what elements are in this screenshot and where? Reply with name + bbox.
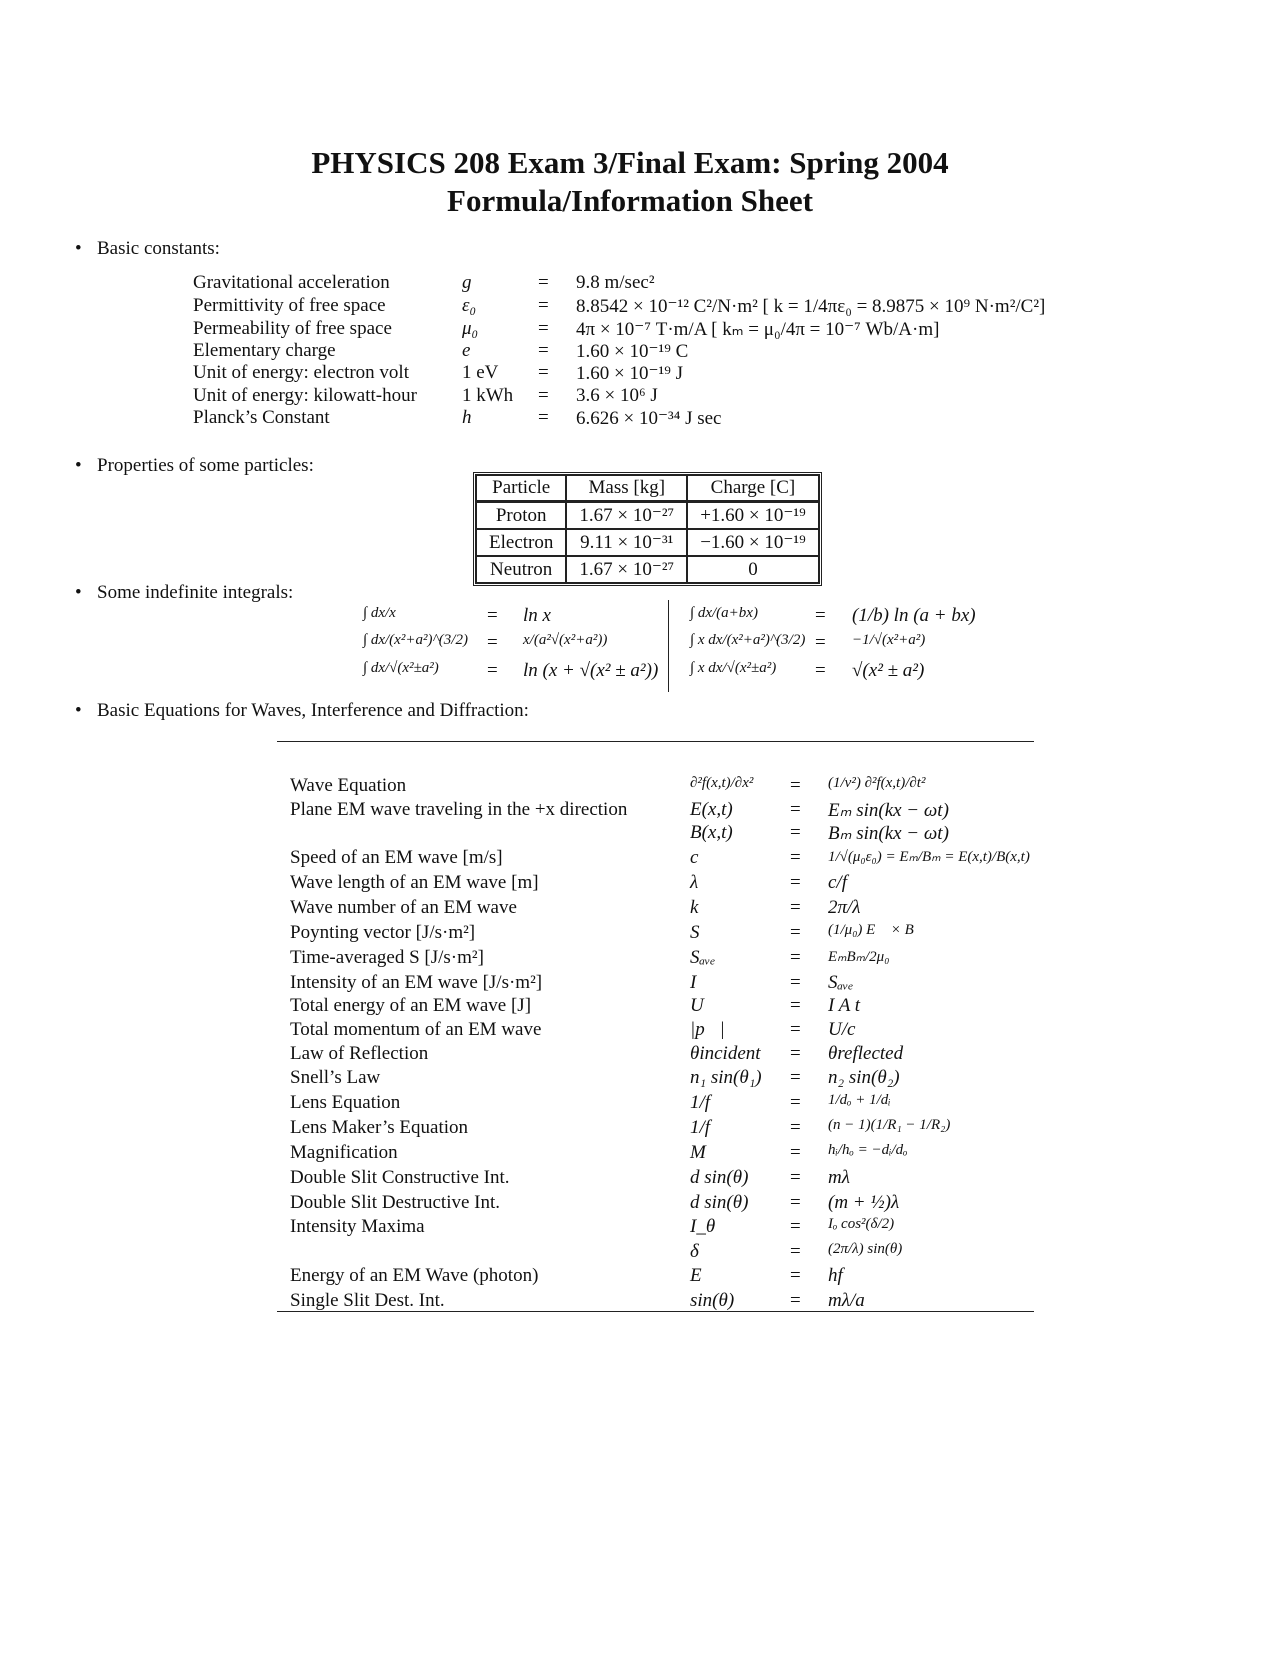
wave-equation-rhs: θreflected [828, 1043, 904, 1064]
equals-sign: = [790, 1192, 801, 1213]
wave-equation-name: Energy of an EM Wave (photon) [290, 1265, 539, 1286]
integral-rhs: ln (x + √(x² ± a²)) [523, 660, 659, 681]
wave-equation-name: Snell’s Law [290, 1067, 381, 1088]
section-particles: • Properties of some particles: [75, 455, 314, 476]
wave-equation-rhs: 1/dₒ + 1/dᵢ [828, 1092, 891, 1108]
equals-sign: = [790, 1067, 801, 1088]
table-cell: 1.67 × 10⁻²⁷ [566, 556, 687, 583]
wave-equation-lhs: E [690, 1265, 702, 1286]
constant-name: Unit of energy: electron volt [193, 362, 409, 383]
equals-sign: = [790, 775, 801, 796]
table-header: Mass [kg] [566, 475, 687, 502]
wave-equation-name: Total momentum of an EM wave [290, 1019, 542, 1040]
wave-equation-lhs: E(x,t) [690, 799, 733, 820]
wave-equation-lhs: Sₐᵥₑ [690, 947, 716, 968]
integral-rhs: (1/b) ln (a + bx) [852, 605, 976, 626]
equals-sign: = [538, 385, 549, 406]
waves-top-rule [277, 741, 1034, 742]
wave-equation-lhs: λ [690, 872, 699, 893]
wave-equation-rhs: c/f [828, 872, 847, 893]
constant-symbol: 1 eV [462, 362, 499, 383]
table-header-row [476, 475, 819, 502]
constant-symbol: 1 kWh [462, 385, 514, 406]
constant-name: Gravitational acceleration [193, 272, 390, 293]
wave-equation-lhs: U [690, 995, 704, 1016]
equals-sign: = [790, 1241, 801, 1262]
integral-lhs: ∫ dx/√(x²±a²) [363, 660, 439, 676]
table-header: Charge [C] [687, 475, 819, 502]
integral-lhs: ∫ dx/x [363, 605, 396, 621]
wave-equation-name: Plane EM wave traveling in the +x direction [290, 799, 628, 820]
constant-name: Unit of energy: kilowatt-hour [193, 385, 417, 406]
section-integrals-label: Some indefinite integrals: [97, 582, 294, 603]
wave-equation-rhs: Bₘ sin(kx − ωt) [828, 823, 949, 844]
table-header: Particle [476, 475, 566, 502]
section-particles-label: Properties of some particles: [97, 455, 314, 476]
integral-lhs: ∫ dx/(a+bx) [690, 605, 758, 621]
wave-equation-rhs: 1/√(μ₀ε₀) = Eₘ/Bₘ = E(x,t)/B(x,t) [828, 849, 1030, 865]
constant-symbol: ε₀ [462, 295, 477, 316]
equals-sign: = [790, 1043, 801, 1064]
wave-equation-lhs: k [690, 897, 699, 918]
section-constants: • Basic constants: [75, 238, 220, 259]
equals-sign: = [790, 1019, 801, 1040]
wave-equation-lhs: sin(θ) [690, 1290, 735, 1311]
equals-sign: = [790, 1142, 801, 1163]
wave-equation-lhs: 1/f [690, 1092, 711, 1113]
section-integrals: • Some indefinite integrals: [75, 582, 294, 603]
wave-equation-lhs: S⃗ [690, 922, 715, 943]
wave-equation-rhs: (n − 1)(1/R₁ − 1/R₂) [828, 1117, 951, 1133]
equals-sign: = [815, 632, 826, 653]
wave-equation-rhs: (1/v²) ∂²f(x,t)/∂t² [828, 775, 926, 791]
wave-equation-lhs: I [690, 972, 697, 993]
wave-equation-name: Lens Maker’s Equation [290, 1117, 468, 1138]
wave-equation-lhs: 1/f [690, 1117, 711, 1138]
table-cell: Electron [476, 529, 566, 556]
constant-value: 9.8 m/sec² [576, 272, 655, 293]
wave-equation-rhs: EₘBₘ/2μ₀ [828, 949, 890, 965]
wave-equation-name: Intensity Maxima [290, 1216, 425, 1237]
wave-equation-name: Wave length of an EM wave [m] [290, 872, 539, 893]
equals-sign: = [790, 822, 801, 843]
wave-equation-name: Wave number of an EM wave [290, 897, 517, 918]
equals-sign: = [790, 847, 801, 868]
page-title: PHYSICS 208 Exam 3/Final Exam: Spring 2004 [311, 145, 949, 180]
equals-sign: = [790, 922, 801, 943]
wave-equation-name: Total energy of an EM wave [J] [290, 995, 532, 1016]
wave-equation-lhs: M [690, 1142, 706, 1163]
wave-equation-rhs: (2π/λ) sin(θ) [828, 1241, 903, 1257]
constant-symbol: g [462, 272, 472, 293]
table-cell: 0 [687, 556, 819, 583]
section-constants-label: Basic constants: [97, 238, 220, 259]
wave-equation-name: Magnification [290, 1142, 398, 1163]
wave-equation-lhs: d sin(θ) [690, 1167, 749, 1188]
constant-value: 4π × 10⁻⁷ T·m/A [ kₘ = μ₀/4π = 10⁻⁷ Wb/A·m] [576, 319, 940, 340]
equals-sign: = [538, 362, 549, 383]
equals-sign: = [790, 799, 801, 820]
integral-rhs: −1/√(x²+a²) [852, 632, 926, 648]
wave-equation-name: Speed of an EM wave [m/s] [290, 847, 503, 868]
integral-rhs: x/(a²√(x²+a²)) [523, 632, 608, 648]
wave-equation-rhs: I A t [828, 995, 861, 1016]
wave-equation-name: Double Slit Constructive Int. [290, 1167, 510, 1188]
integral-rhs: √(x² ± a²) [852, 660, 925, 681]
wave-equation-lhs: B(x,t) [690, 822, 733, 843]
wave-equation-rhs: (m + ½)λ [828, 1192, 900, 1213]
wave-equation-rhs: (1/μ₀) E⃗ × B⃗ [828, 922, 926, 938]
wave-equation-name: Wave Equation [290, 775, 407, 796]
waves-bottom-rule [277, 1311, 1034, 1312]
equals-sign: = [790, 872, 801, 893]
wave-equation-lhs: θincident [690, 1043, 761, 1064]
wave-equation-rhs: Eₘ sin(kx − ωt) [828, 800, 949, 821]
integrals-divider [668, 600, 669, 692]
constant-name: Planck’s Constant [193, 407, 330, 428]
table-cell: −1.60 × 10⁻¹⁹ [687, 529, 819, 556]
wave-equation-name: Single Slit Dest. Int. [290, 1290, 445, 1311]
equals-sign: = [538, 407, 549, 428]
table-cell: +1.60 × 10⁻¹⁹ [687, 502, 819, 529]
table-cell: Proton [476, 502, 566, 529]
equals-sign: = [538, 340, 549, 361]
constant-name: Permittivity of free space [193, 295, 386, 316]
equals-sign: = [538, 272, 549, 293]
equals-sign: = [790, 897, 801, 918]
wave-equation-rhs: n₂ sin(θ₂) [828, 1067, 900, 1088]
equals-sign: = [790, 1265, 801, 1286]
wave-equation-name: Poynting vector [J/s·m²] [290, 922, 476, 943]
wave-equation-name: Law of Reflection [290, 1043, 429, 1064]
constant-value: 1.60 × 10⁻¹⁹ C [576, 341, 689, 362]
constant-symbol: μ₀ [462, 318, 479, 339]
equals-sign: = [487, 605, 498, 626]
table-row [476, 502, 819, 529]
integral-lhs: ∫ x dx/(x²+a²)^(3/2) [690, 632, 806, 648]
constant-symbol: h [462, 407, 472, 428]
section-waves: • Basic Equations for Waves, Interference and Diffraction: [75, 700, 529, 721]
wave-equation-rhs: U/c [828, 1019, 856, 1040]
equals-sign: = [538, 318, 549, 339]
constant-name: Permeability of free space [193, 318, 392, 339]
wave-equation-rhs: Sₐᵥₑ [828, 972, 854, 993]
integral-rhs: ln x [523, 605, 551, 626]
equals-sign: = [790, 1117, 801, 1138]
constant-name: Elementary charge [193, 340, 336, 361]
equals-sign: = [487, 660, 498, 681]
wave-equation-rhs: Iₒ cos²(δ/2) [828, 1216, 895, 1232]
wave-equation-lhs: I_θ [690, 1216, 716, 1237]
wave-equation-name: Time-averaged S [J/s·m²] [290, 947, 484, 968]
equals-sign: = [487, 632, 498, 653]
page-subtitle: Formula/Information Sheet [447, 183, 813, 218]
wave-equation-lhs: ∂²f(x,t)/∂x² [690, 775, 754, 791]
equals-sign: = [790, 972, 801, 993]
integral-lhs: ∫ dx/(x²+a²)^(3/2) [363, 632, 468, 648]
constant-value: 6.626 × 10⁻³⁴ J sec [576, 408, 722, 429]
wave-equation-name: Double Slit Destructive Int. [290, 1192, 501, 1213]
equals-sign: = [790, 1167, 801, 1188]
constant-value: 8.8542 × 10⁻¹² C²/N·m² [ k = 1/4πε₀ = 8.9875 × 10⁹ N·m²/C²] [576, 296, 1046, 317]
constant-value: 3.6 × 10⁶ J [576, 385, 658, 406]
wave-equation-rhs: hᵢ/hₒ = −dᵢ/dₒ [828, 1142, 908, 1158]
wave-equation-lhs: d sin(θ) [690, 1192, 749, 1213]
equals-sign: = [790, 1092, 801, 1113]
equals-sign: = [538, 295, 549, 316]
equals-sign: = [790, 1216, 801, 1237]
table-cell: 9.11 × 10⁻³¹ [566, 529, 687, 556]
wave-equation-lhs: n₁ sin(θ₁) [690, 1067, 762, 1088]
wave-equation-lhs: δ [690, 1241, 699, 1262]
table-row [476, 529, 819, 556]
equals-sign: = [790, 1290, 801, 1311]
wave-equation-lhs: c [690, 847, 699, 868]
particles-table [473, 472, 822, 586]
table-cell: Neutron [476, 556, 566, 583]
table-cell: 1.67 × 10⁻²⁷ [566, 502, 687, 529]
integral-lhs: ∫ x dx/√(x²±a²) [690, 660, 777, 676]
wave-equation-name: Intensity of an EM wave [J/s·m²] [290, 972, 543, 993]
equals-sign: = [815, 605, 826, 626]
section-waves-label: Basic Equations for Waves, Interference and Diffraction: [97, 700, 529, 721]
wave-equation-rhs: mλ [828, 1167, 850, 1188]
wave-equation-rhs: mλ/a [828, 1290, 865, 1311]
wave-equation-lhs: |p⃗| [690, 1019, 725, 1040]
equals-sign: = [790, 995, 801, 1016]
equals-sign: = [790, 947, 801, 968]
wave-equation-rhs: 2π/λ [828, 897, 861, 918]
table-row [476, 556, 819, 583]
wave-equation-rhs: hf [828, 1265, 843, 1286]
wave-equation-name: Lens Equation [290, 1092, 401, 1113]
equals-sign: = [815, 660, 826, 681]
constant-symbol: e [462, 340, 471, 361]
constant-value: 1.60 × 10⁻¹⁹ J [576, 363, 683, 384]
